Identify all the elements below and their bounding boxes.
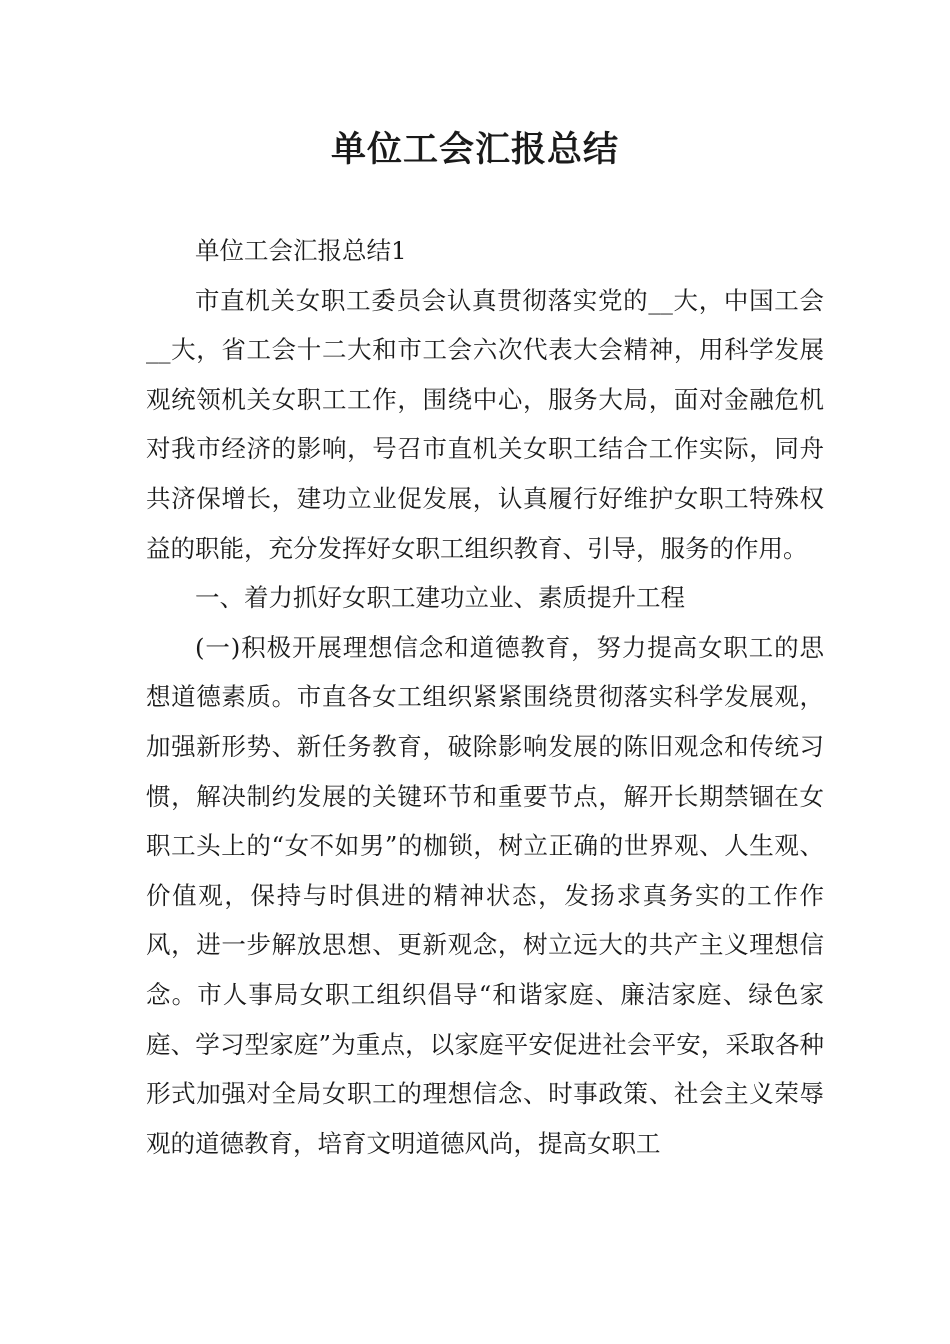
section-heading: 单位工会汇报总结1	[195, 236, 407, 265]
chapter-heading: 一、着力抓好女职工建功立业、素质提升工程	[195, 583, 685, 613]
document-body	[146, 226, 824, 1168]
body-paragraph: (一)积极开展理想信念和道德教育，努力提高女职工的思想道德素质。市直各女工组织紧紧围绕贯彻落实科学发展观，加强新形势、新任务教育，破除影响发展的陈旧观念和传统习惯，解决制约发展的关键环节和重要节点，解开长期禁锢在女职工头上的“女不如男”的枷锁，树立正确的世界观、人生观、价值观，保持与时俱进的精神状态，发扬求真务实的工作作风，进一步解放思想、更新观念，树立远大的共产主义理想信念。市人事局女职工组织倡导“和谐家庭、廉洁家庭、绿色家庭、学习型家庭”为重点，以家庭平安促进社会平安，采取各种形式加强对全局女职工的理想信念、时事政策、社会主义荣辱观的道德教育，培育文明道德风尚，提高女职工	[146, 632, 824, 1158]
body-paragraph: 市直机关女职工委员会认真贯彻落实党的__大，中国工会__大，省工会十二大和市工会六次代表大会精神，用科学发展观统领机关女职工工作，围绕中心，服务大局，面对金融危机对我市经济的影响，号召市直机关女职工结合工作实际，同舟共济保增长，建功立业促发展，认真履行好维护女职工特殊权益的职能，充分发挥好女职工组织教育、引导，服务的作用。	[146, 285, 824, 563]
document-title: 单位工会汇报总结	[330, 130, 619, 170]
